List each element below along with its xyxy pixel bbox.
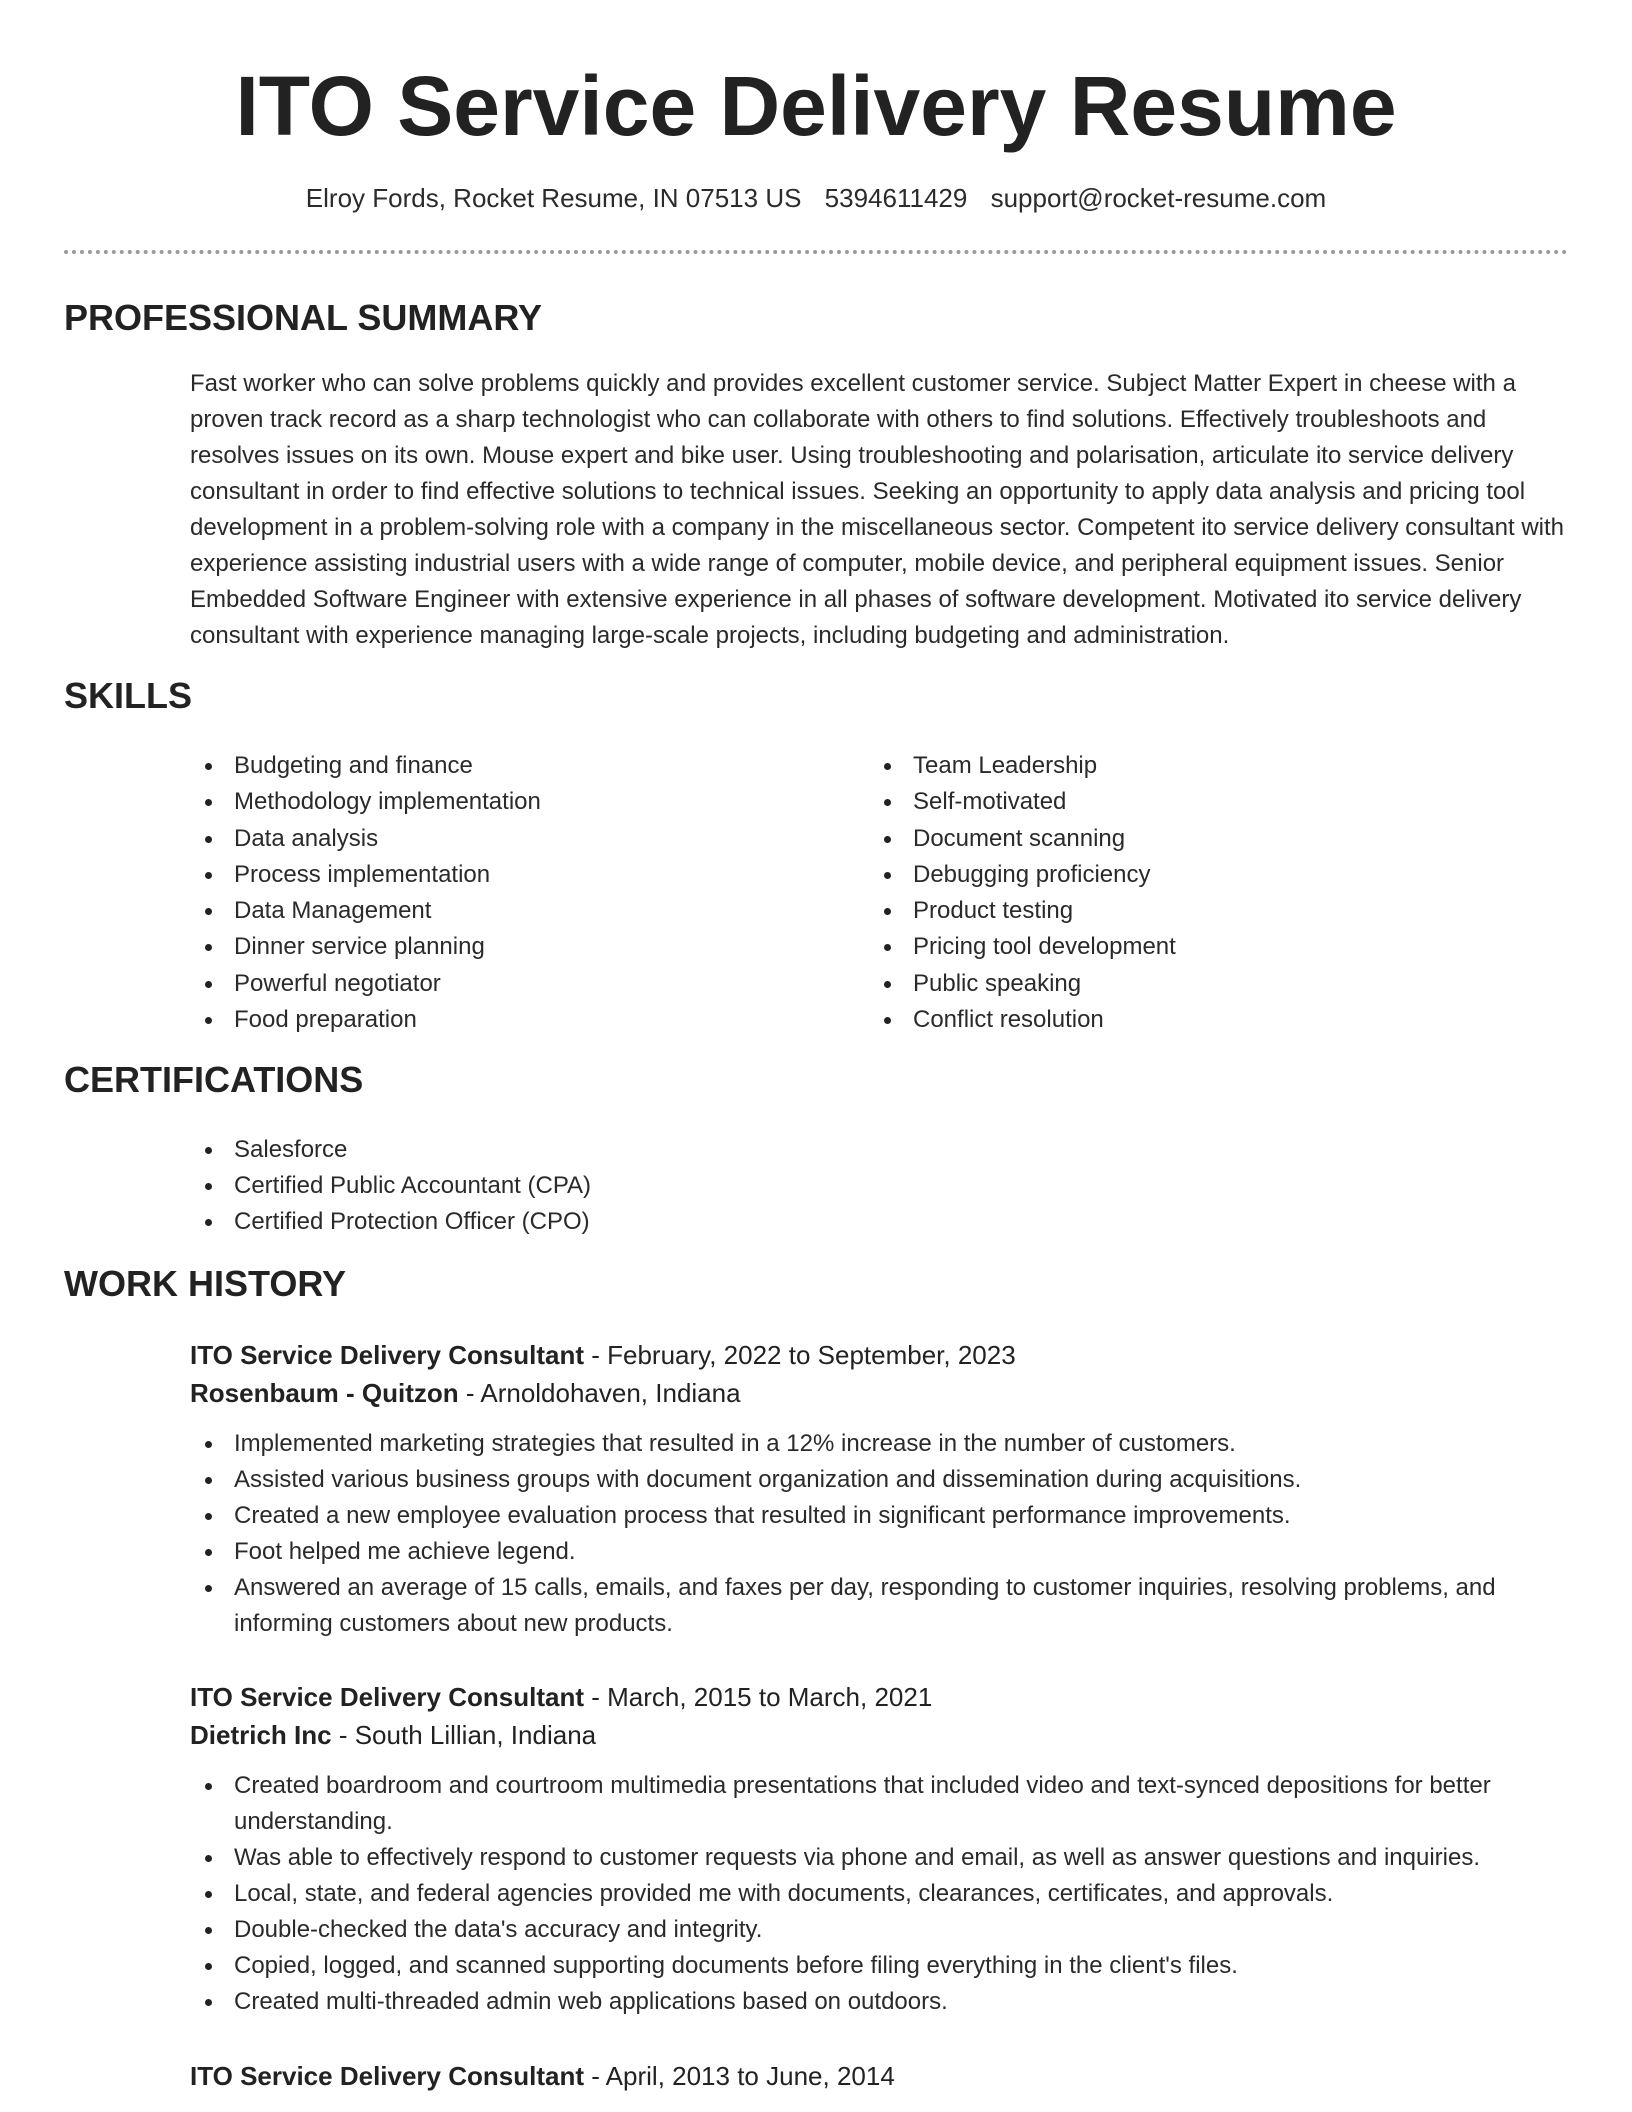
certification-item: Certified Public Accountant (CPA)	[190, 1168, 890, 1204]
job-duty: Foot helped me achieve legend.	[190, 1534, 1570, 1570]
skill-item: Data analysis	[190, 821, 830, 857]
skills-list-right	[869, 748, 1509, 1038]
job-duty: Copied, logged, and scanned supporting documents before filing everything in the client's files.	[190, 1948, 1570, 1984]
skill-item: Debugging proficiency	[869, 857, 1509, 893]
job-duty: Created boardroom and courtroom multimedia presentations that included video and text-synced depositions for better understanding.	[190, 1768, 1570, 1840]
job-location: - Arnoldohaven, Indiana	[465, 1378, 741, 1408]
skill-item: Food preparation	[190, 1002, 830, 1038]
job-duties-list	[190, 1426, 1570, 1642]
job-entry	[190, 2057, 1570, 2095]
skills-list-left	[190, 748, 830, 1038]
job-duty: Created multi-threaded admin web applications based on outdoors.	[190, 1984, 1570, 2020]
job-dates: - April, 2013 to June, 2014	[591, 2061, 895, 2091]
job-company: Dietrich Inc	[190, 1720, 332, 1750]
certifications-list	[190, 1132, 890, 1240]
skill-item: Budgeting and finance	[190, 748, 830, 784]
job-title-line	[190, 2057, 1570, 2095]
job-dates: - March, 2015 to March, 2021	[591, 1682, 933, 1712]
skill-item: Pricing tool development	[869, 929, 1509, 965]
contact-address: Elroy Fords, Rocket Resume, IN 07513 US	[305, 183, 802, 213]
section-title-work-history: WORK HISTORY	[64, 1263, 347, 1304]
job-company-line	[190, 1374, 1570, 1412]
job-duty: Double-checked the data's accuracy and integrity.	[190, 1912, 1570, 1948]
section-title-skills: SKILLS	[64, 675, 193, 716]
header-divider	[64, 250, 1568, 254]
job-location: - South Lillian, Indiana	[338, 1720, 597, 1750]
skill-item: Public speaking	[869, 966, 1509, 1002]
job-title: ITO Service Delivery Consultant	[190, 1340, 584, 1370]
summary-text: Fast worker who can solve problems quickly and provides excellent customer service. Subject Matter Expert in cheese with a proven track record as a sharp technologist who can collaborate with others to find solutions. Effectively troubleshoots and resolves issues on its own. Mouse expert and bike user. Using troubleshooting and polarisation, articulate ito service delivery consultant in order to find effective solutions to technical issues. Seeking an opportunity to apply data analysis and pricing tool development in a problem-solving role with a company in the miscellaneous sector. Competent ito service delivery consultant with experience assisting industrial users with a wide range of computer, mobile device, and peripheral equipment issues. Senior Embedded Software Engineer with extensive experience in all phases of software development. Motivated ito service delivery consultant with experience managing large-scale projects, including budgeting and administration.	[190, 370, 1565, 649]
contact-phone: 5394611429	[824, 183, 968, 213]
contact-line	[0, 180, 1632, 216]
skill-item: Document scanning	[869, 821, 1509, 857]
section-title-summary: PROFESSIONAL SUMMARY	[64, 297, 543, 338]
job-duty: Local, state, and federal agencies provided me with documents, clearances, certificates, and approvals.	[190, 1876, 1570, 1912]
job-entry	[190, 1678, 1570, 2020]
job-duty: Assisted various business groups with document organization and dissemination during acquisitions.	[190, 1462, 1570, 1498]
skill-item: Process implementation	[190, 857, 830, 893]
job-duty: Implemented marketing strategies that resulted in a 12% increase in the number of customers.	[190, 1426, 1570, 1462]
skill-item: Powerful negotiator	[190, 966, 830, 1002]
job-duty: Answered an average of 15 calls, emails, and faxes per day, responding to customer inquiries, resolving problems, and informing customers about new products.	[190, 1570, 1570, 1642]
skill-item: Conflict resolution	[869, 1002, 1509, 1038]
job-duty: Created a new employee evaluation process that resulted in significant performance improvements.	[190, 1498, 1570, 1534]
job-dates: - February, 2022 to September, 2023	[591, 1340, 1016, 1370]
job-company-line	[190, 1716, 1570, 1754]
job-duty: Was able to effectively respond to customer requests via phone and email, as well as answer questions and inquiries.	[190, 1840, 1570, 1876]
certification-item: Certified Protection Officer (CPO)	[190, 1204, 890, 1240]
job-title: ITO Service Delivery Consultant	[190, 2061, 584, 2091]
skill-item: Data Management	[190, 893, 830, 929]
certification-item: Salesforce	[190, 1132, 890, 1168]
resume-title: ITO Service Delivery Resume	[235, 59, 1397, 153]
skill-item: Self-motivated	[869, 784, 1509, 820]
job-title-line	[190, 1678, 1570, 1716]
section-title-certifications: CERTIFICATIONS	[64, 1059, 364, 1100]
job-duties-list	[190, 1768, 1570, 2020]
skill-item: Product testing	[869, 893, 1509, 929]
job-title: ITO Service Delivery Consultant	[190, 1682, 584, 1712]
contact-email: support@rocket-resume.com	[990, 183, 1327, 213]
job-title-line	[190, 1336, 1570, 1374]
job-company: Rosenbaum - Quitzon	[190, 1378, 459, 1408]
job-entry	[190, 1336, 1570, 1642]
skill-item: Methodology implementation	[190, 784, 830, 820]
skill-item: Team Leadership	[869, 748, 1509, 784]
skill-item: Dinner service planning	[190, 929, 830, 965]
